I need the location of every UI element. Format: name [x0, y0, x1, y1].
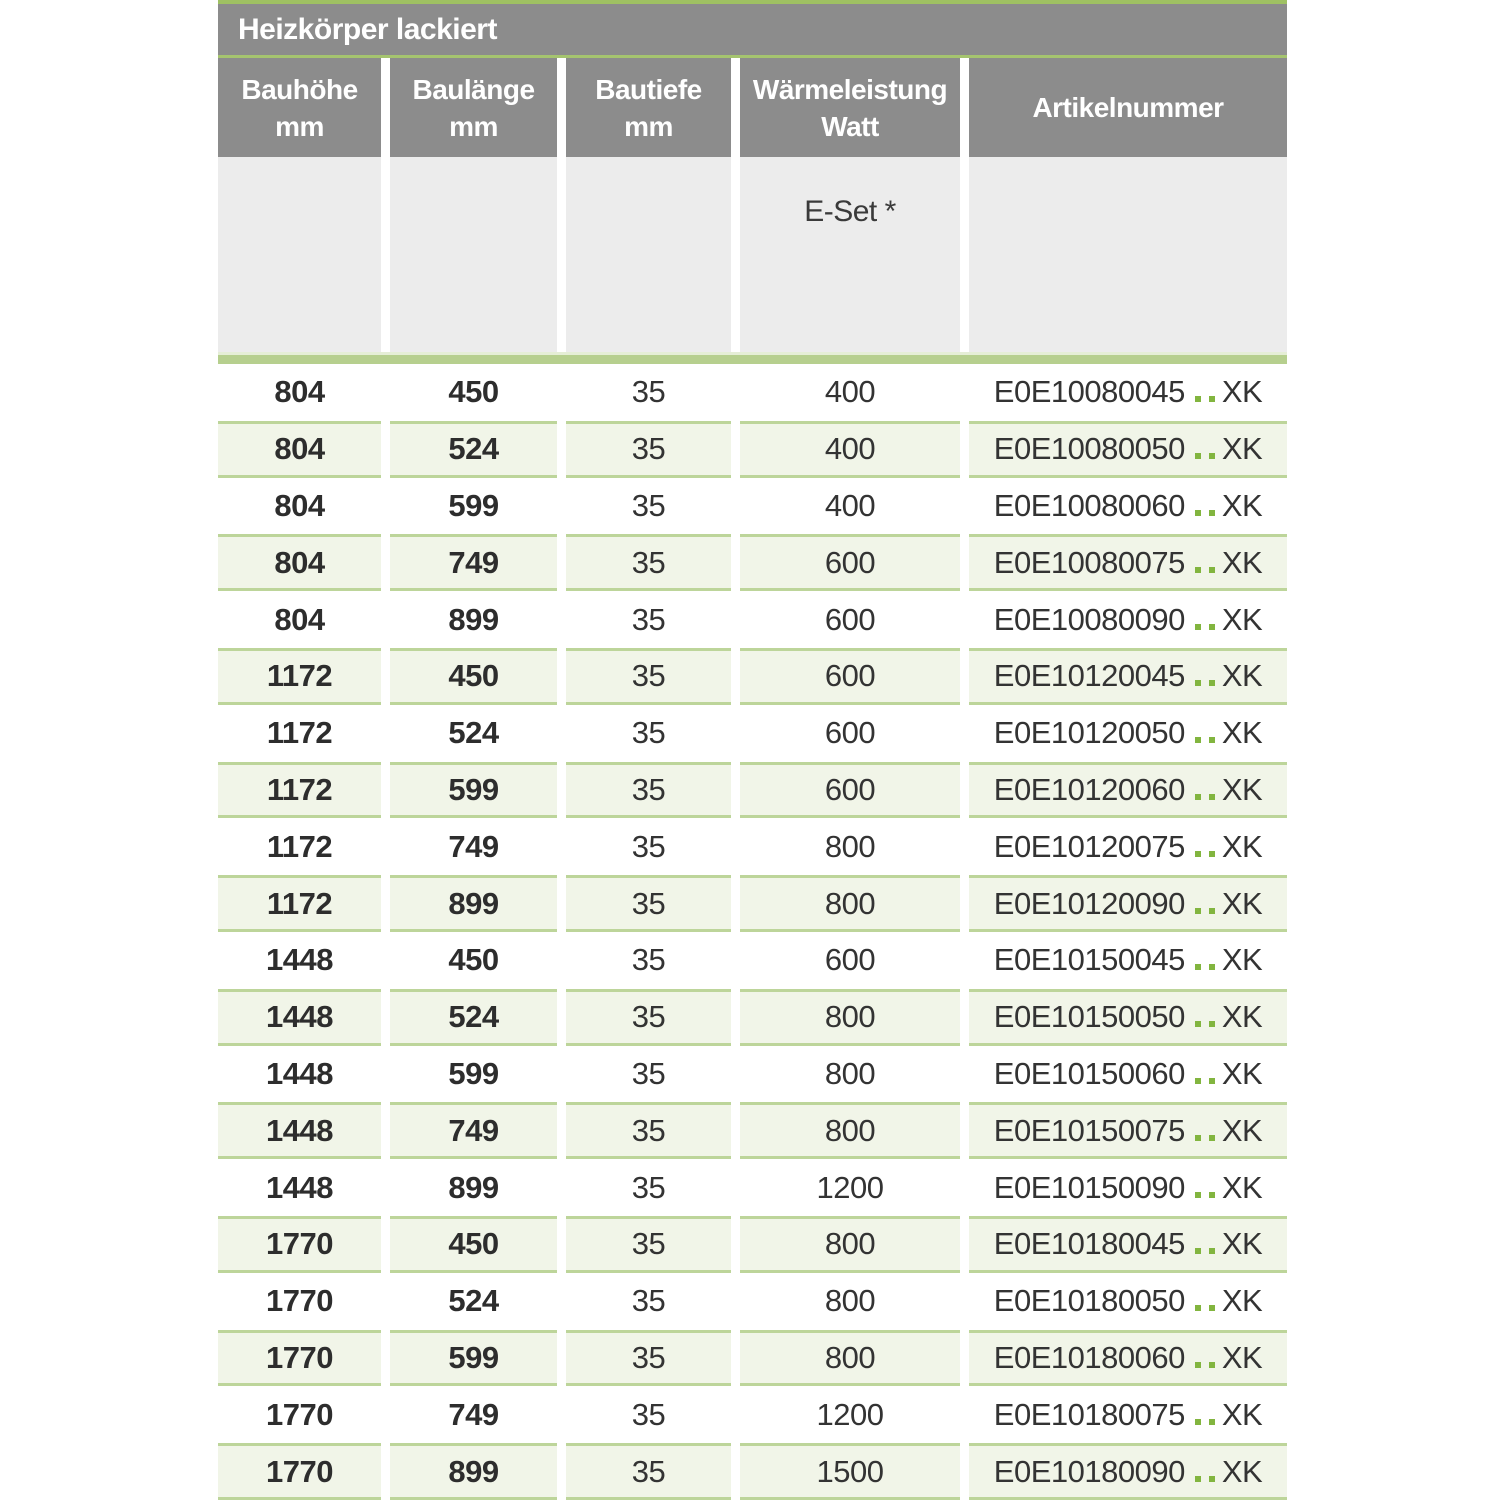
cell-bauhoehe: 804	[218, 364, 381, 421]
column-header-bautiefe	[566, 58, 731, 157]
article-suffix: XK	[1221, 771, 1263, 807]
cell-baulaenge: 599	[390, 1330, 557, 1387]
cell-baulaenge: 524	[390, 989, 557, 1046]
article-number: E0E10120060	[993, 771, 1185, 807]
cell-bauhoehe: 804	[218, 591, 381, 648]
article-number: E0E10180075	[993, 1396, 1185, 1432]
cell-artikelnummer	[969, 648, 1287, 705]
article-placeholder-dots-icon	[1195, 1397, 1215, 1433]
cell-waermeleistung: 1200	[740, 1386, 960, 1443]
article-suffix: XK	[1221, 885, 1263, 921]
article-number: E0E10150090	[993, 1169, 1185, 1205]
subheader-cell-empty	[390, 157, 557, 352]
cell-bautiefe: 35	[566, 1330, 731, 1387]
cell-bauhoehe: 1770	[218, 1386, 381, 1443]
cell-baulaenge: 749	[390, 1386, 557, 1443]
article-suffix: XK	[1221, 942, 1263, 978]
article-placeholder-dots-icon	[1195, 772, 1215, 808]
column-header-bauhoehe	[218, 58, 381, 157]
article-suffix: XK	[1221, 1226, 1263, 1262]
cell-baulaenge: 899	[390, 1159, 557, 1216]
column-header-unit: mm	[449, 110, 498, 142]
article-number: E0E10180045	[993, 1226, 1185, 1262]
cell-bautiefe: 35	[566, 1046, 731, 1103]
cell-waermeleistung: 1200	[740, 1159, 960, 1216]
article-placeholder-dots-icon	[1195, 658, 1215, 694]
subheader-row	[218, 157, 1287, 352]
cell-baulaenge: 749	[390, 1102, 557, 1159]
cell-artikelnummer	[969, 1273, 1287, 1330]
cell-bauhoehe: 1448	[218, 1159, 381, 1216]
cell-waermeleistung: 800	[740, 1046, 960, 1103]
cell-baulaenge: 524	[390, 1273, 557, 1330]
column-header-unit: mm	[275, 110, 324, 142]
article-placeholder-dots-icon	[1195, 999, 1215, 1035]
cell-baulaenge: 450	[390, 364, 557, 421]
article-suffix: XK	[1221, 1339, 1263, 1375]
article-number: E0E10080050	[993, 431, 1185, 467]
column-header-waermeleistung	[740, 58, 960, 157]
table-row	[218, 1159, 1287, 1216]
cell-bauhoehe: 1448	[218, 989, 381, 1046]
table-row	[218, 875, 1287, 932]
table-row	[218, 478, 1287, 535]
column-header-label: Artikelnummer	[1032, 92, 1224, 123]
column-header-unit: Watt	[821, 110, 879, 142]
subheader-cell-empty	[218, 157, 381, 352]
article-placeholder-dots-icon	[1195, 431, 1215, 467]
cell-bauhoehe: 804	[218, 478, 381, 535]
column-header-label: Bauhöhe	[241, 73, 358, 105]
table-row	[218, 762, 1287, 819]
cell-bauhoehe: 1172	[218, 818, 381, 875]
cell-baulaenge: 450	[390, 932, 557, 989]
cell-bautiefe: 35	[566, 591, 731, 648]
article-suffix: XK	[1221, 1396, 1263, 1432]
cell-bautiefe: 35	[566, 478, 731, 535]
table-title: Heizkörper lackiert	[238, 12, 497, 46]
article-number: E0E10180060	[993, 1339, 1185, 1375]
cell-artikelnummer	[969, 1046, 1287, 1103]
article-suffix: XK	[1221, 999, 1263, 1035]
article-number: E0E10150045	[993, 942, 1185, 978]
subheader-cell-empty	[566, 157, 731, 352]
article-suffix: XK	[1221, 487, 1263, 523]
cell-waermeleistung: 1500	[740, 1443, 960, 1500]
separator-bar	[218, 355, 1287, 364]
cell-waermeleistung: 800	[740, 1330, 960, 1387]
cell-bautiefe: 35	[566, 1386, 731, 1443]
article-placeholder-dots-icon	[1195, 715, 1215, 751]
cell-waermeleistung: 800	[740, 1102, 960, 1159]
cell-baulaenge: 524	[390, 705, 557, 762]
article-number: E0E10080075	[993, 544, 1185, 580]
cell-artikelnummer	[969, 534, 1287, 591]
table-row	[218, 421, 1287, 478]
eset-label: E-Set *	[804, 195, 896, 228]
article-suffix: XK	[1221, 828, 1263, 864]
article-number: E0E10180050	[993, 1283, 1185, 1319]
article-placeholder-dots-icon	[1195, 1454, 1215, 1490]
cell-bautiefe: 35	[566, 875, 731, 932]
cell-baulaenge: 599	[390, 1046, 557, 1103]
cell-waermeleistung: 600	[740, 762, 960, 819]
article-suffix: XK	[1221, 544, 1263, 580]
article-placeholder-dots-icon	[1195, 602, 1215, 638]
table-row	[218, 1216, 1287, 1273]
cell-bautiefe: 35	[566, 932, 731, 989]
article-placeholder-dots-icon	[1195, 374, 1215, 410]
article-placeholder-dots-icon	[1195, 545, 1215, 581]
cell-bautiefe: 35	[566, 1102, 731, 1159]
article-placeholder-dots-icon	[1195, 829, 1215, 865]
cell-bauhoehe: 1770	[218, 1216, 381, 1273]
cell-artikelnummer	[969, 762, 1287, 819]
table-row	[218, 534, 1287, 591]
cell-waermeleistung: 600	[740, 648, 960, 705]
cell-baulaenge: 749	[390, 534, 557, 591]
table-row	[218, 932, 1287, 989]
article-suffix: XK	[1221, 658, 1263, 694]
cell-bauhoehe: 1448	[218, 1046, 381, 1103]
cell-bautiefe: 35	[566, 364, 731, 421]
cell-waermeleistung: 800	[740, 1273, 960, 1330]
cell-artikelnummer	[969, 989, 1287, 1046]
cell-waermeleistung: 400	[740, 478, 960, 535]
cell-waermeleistung: 600	[740, 705, 960, 762]
table-row	[218, 705, 1287, 762]
cell-waermeleistung: 600	[740, 534, 960, 591]
cell-bautiefe: 35	[566, 648, 731, 705]
article-number: E0E10080045	[993, 374, 1185, 410]
cell-baulaenge: 749	[390, 818, 557, 875]
article-number: E0E10120045	[993, 658, 1185, 694]
cell-artikelnummer	[969, 1159, 1287, 1216]
table-row	[218, 1386, 1287, 1443]
table-row	[218, 364, 1287, 421]
cell-artikelnummer	[969, 932, 1287, 989]
cell-bauhoehe: 1770	[218, 1273, 381, 1330]
article-suffix: XK	[1221, 1112, 1263, 1148]
article-number: E0E10150075	[993, 1112, 1185, 1148]
article-suffix: XK	[1221, 431, 1263, 467]
cell-baulaenge: 524	[390, 421, 557, 478]
article-suffix: XK	[1221, 374, 1263, 410]
cell-bauhoehe: 1770	[218, 1330, 381, 1387]
cell-baulaenge: 599	[390, 762, 557, 819]
cell-bautiefe: 35	[566, 534, 731, 591]
article-number: E0E10120075	[993, 828, 1185, 864]
cell-bautiefe: 35	[566, 1273, 731, 1330]
cell-bautiefe: 35	[566, 705, 731, 762]
cell-bauhoehe: 1172	[218, 762, 381, 819]
cell-bautiefe: 35	[566, 818, 731, 875]
cell-artikelnummer	[969, 421, 1287, 478]
article-suffix: XK	[1221, 1283, 1263, 1319]
cell-bautiefe: 35	[566, 421, 731, 478]
cell-baulaenge: 899	[390, 1443, 557, 1500]
table-row	[218, 1046, 1287, 1103]
cell-waermeleistung: 400	[740, 421, 960, 478]
cell-artikelnummer	[969, 705, 1287, 762]
cell-bautiefe: 35	[566, 1159, 731, 1216]
table-row	[218, 1330, 1287, 1387]
cell-bautiefe: 35	[566, 1443, 731, 1500]
cell-baulaenge: 450	[390, 648, 557, 705]
cell-bautiefe: 35	[566, 762, 731, 819]
cell-artikelnummer	[969, 364, 1287, 421]
cell-bauhoehe: 1448	[218, 932, 381, 989]
article-suffix: XK	[1221, 1169, 1263, 1205]
cell-artikelnummer	[969, 1216, 1287, 1273]
article-number: E0E10120050	[993, 715, 1185, 751]
article-placeholder-dots-icon	[1195, 488, 1215, 524]
column-header-label: Wärmeleistung	[752, 73, 948, 105]
column-header-label: Bautiefe	[595, 73, 702, 105]
table-row	[218, 1102, 1287, 1159]
column-header-artikelnummer	[969, 58, 1287, 157]
article-number: E0E10150050	[993, 999, 1185, 1035]
cell-bauhoehe: 1172	[218, 648, 381, 705]
cell-bauhoehe: 804	[218, 534, 381, 591]
column-header-baulaenge	[390, 58, 557, 157]
table-row	[218, 818, 1287, 875]
table-row	[218, 648, 1287, 705]
article-suffix: XK	[1221, 1453, 1263, 1489]
article-placeholder-dots-icon	[1195, 1170, 1215, 1206]
cell-bauhoehe: 1448	[218, 1102, 381, 1159]
article-placeholder-dots-icon	[1195, 1283, 1215, 1319]
product-table	[218, 0, 1287, 1500]
cell-waermeleistung: 800	[740, 1216, 960, 1273]
subheader-cell-eset	[740, 157, 960, 352]
cell-waermeleistung: 800	[740, 818, 960, 875]
article-placeholder-dots-icon	[1195, 1340, 1215, 1376]
cell-waermeleistung: 400	[740, 364, 960, 421]
article-placeholder-dots-icon	[1195, 1056, 1215, 1092]
column-header-unit: mm	[624, 110, 673, 142]
cell-bauhoehe: 1770	[218, 1443, 381, 1500]
article-suffix: XK	[1221, 1055, 1263, 1091]
article-number: E0E10150060	[993, 1055, 1185, 1091]
cell-artikelnummer	[969, 1330, 1287, 1387]
cell-artikelnummer	[969, 875, 1287, 932]
cell-artikelnummer	[969, 1386, 1287, 1443]
cell-artikelnummer	[969, 1102, 1287, 1159]
cell-waermeleistung: 800	[740, 989, 960, 1046]
subheader-cell-empty	[969, 157, 1287, 352]
table-row	[218, 989, 1287, 1046]
article-number: E0E10080060	[993, 487, 1185, 523]
table-body	[218, 364, 1287, 1500]
article-suffix: XK	[1221, 601, 1263, 637]
column-header-row	[218, 58, 1287, 157]
table-row	[218, 1273, 1287, 1330]
article-suffix: XK	[1221, 715, 1263, 751]
cell-baulaenge: 899	[390, 875, 557, 932]
article-number: E0E10180090	[993, 1453, 1185, 1489]
cell-artikelnummer	[969, 1443, 1287, 1500]
cell-bautiefe: 35	[566, 1216, 731, 1273]
article-placeholder-dots-icon	[1195, 1226, 1215, 1262]
cell-bauhoehe: 804	[218, 421, 381, 478]
article-placeholder-dots-icon	[1195, 886, 1215, 922]
cell-baulaenge: 599	[390, 478, 557, 535]
cell-bauhoehe: 1172	[218, 875, 381, 932]
cell-artikelnummer	[969, 478, 1287, 535]
table-row	[218, 1443, 1287, 1500]
cell-baulaenge: 899	[390, 591, 557, 648]
cell-bautiefe: 35	[566, 989, 731, 1046]
article-number: E0E10120090	[993, 885, 1185, 921]
table-title-band	[218, 4, 1287, 55]
column-header-label: Baulänge	[412, 73, 535, 105]
article-placeholder-dots-icon	[1195, 942, 1215, 978]
cell-bauhoehe: 1172	[218, 705, 381, 762]
article-number: E0E10080090	[993, 601, 1185, 637]
cell-waermeleistung: 600	[740, 932, 960, 989]
cell-baulaenge: 450	[390, 1216, 557, 1273]
cell-artikelnummer	[969, 818, 1287, 875]
article-placeholder-dots-icon	[1195, 1113, 1215, 1149]
cell-waermeleistung: 600	[740, 591, 960, 648]
table-row	[218, 591, 1287, 648]
cell-waermeleistung: 800	[740, 875, 960, 932]
cell-artikelnummer	[969, 591, 1287, 648]
